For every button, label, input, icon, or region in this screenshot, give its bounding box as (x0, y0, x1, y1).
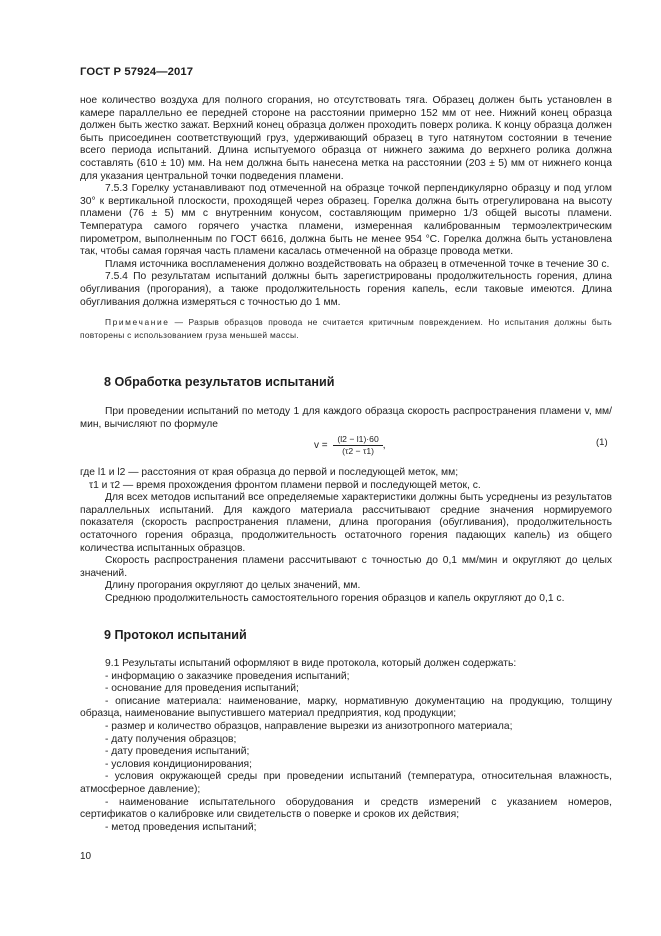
formula-denominator: (τ2 − τ1) (342, 446, 374, 456)
protocol-item: - основание для проведения испытаний; (105, 683, 299, 695)
formula-tail: , (382, 440, 386, 452)
protocol-item: - условия окружающей среды при проведении испытаний (температура, относительная влажность, атмосферное давление); (80, 771, 612, 795)
protocol-item: - информацию о заказчике проведения испытаний; (105, 670, 350, 682)
formula-lhs: v = (314, 440, 328, 452)
formula-number: (1) (596, 437, 608, 448)
section-9-body (80, 658, 612, 834)
clause-9-1: 9.1 Результаты испытаний оформляют в виде протокола, который должен содержать: (105, 658, 517, 669)
note (80, 316, 612, 341)
formula-1 (314, 434, 386, 457)
averaging-paragraph: Для всех методов испытаний все определяемые характеристики должны быть усреднены из результатов параллельных испытаний. Для каждого материала рассчитывают средние значения нормируемого показателя (скорость распространения пламени, длина прогорания (обугливания), продолжительность остаточного горения образца, продолжительность остаточного горения падающих капель) из общего количества испытанных образцов. (80, 492, 612, 554)
note-label: Примечание (105, 317, 170, 328)
page-number: 10 (80, 851, 92, 862)
continuation-block (80, 95, 612, 341)
protocol-item: - дату получения образцов; (105, 733, 237, 745)
clause-7-5-3: 7.5.3 Горелку устанавливают под отмеченной на образце точкой перпендикулярно образцу и под углом 30° к вертикальной плоскости, проходящей через образец. Горелка должна быть отрегулирована на высоту пламени (76 ± 5) мм с внутренним конусом, составляющим примерно 1/3 общей высоты пламени. Температура самого горячего участка пламени, измеренная калиброванным термоэлектрическим пирометром, выполненным по ГОСТ 6616, должна быть не менее 954 °С. Горелка должна быть установлена так, чтобы самая горячая часть пламени касалась отмеченной на образце провода метки. (80, 183, 612, 258)
intro-paragraph: ное количество воздуха для полного сгорания, но отсутствовать тяга. Образец должен быть установлен в камере параллельно ее передней стороне на расстоянии примерно 152 мм от нее. Нижний конец образца должен быть жестко зажат. Верхний конец образца должен проходить поверх ролика. К концу образца должен быть присоединен соответствующий груз, удерживающий образец в туго натянутом состоянии в течение всего периода испытаний. Длина испытуемого образца от нижнего зажима до верхнего ролика должна составлять (610 ± 10) мм. На нем должна быть нанесена метка на расстоянии (203 ± 5) мм от нижнего конца для указания центральной точки подведения пламени. (80, 95, 612, 182)
protocol-item: - метод проведения испытаний; (105, 821, 257, 833)
section-8-intro-block (80, 406, 612, 431)
where-l: где l1 и l2 — расстояния от края образца до первой и последующей меток, мм; (80, 467, 459, 478)
section-8-title: 8 Обработка результатов испытаний (104, 375, 335, 389)
protocol-item: - размер и количество образцов, направление вырезки из анизотропного материала; (105, 720, 513, 732)
duration-rounding: Среднюю продолжительность самостоятельного горения образцов и капель округляют до 0,1 с. (105, 592, 565, 604)
clause-7-5-4: 7.5.4 По результатам испытаний должны быть зарегистрированы продолжительность горения, длина обугливания (прогорания), а также продолжительность горения капель, если таковые имеются. Длина обугливания должна измеряться с точностью до 1 мм. (80, 271, 612, 308)
section-8-body (80, 467, 612, 606)
protocol-item: - описание материала: наименование, марку, нормативную документацию на продукцию, толщину образца, наименование выпустившего материал предприятия, код продукции; (80, 695, 612, 720)
note-text: — Разрыв образцов провода не считается критичным повреждением. Но испытания должны быть повторены с использованием груза меньшей массы. (80, 317, 612, 340)
document-header: ГОСТ Р 57924—2017 (80, 66, 194, 78)
section-9-title: 9 Протокол испытаний (104, 628, 247, 642)
where-tau: τ1 и τ2 — время прохождения фронтом пламени первой и последующей меток, с. (89, 479, 481, 491)
protocol-item: - наименование испытательного оборудования и средств измерений с указанием номеров, сертификатов о калибровке или свидетельств о поверке и сроков их действия; (80, 796, 612, 821)
flame-paragraph: Пламя источника воспламенения должно воздействовать на образец в отмеченной точке в течение 30 с. (105, 258, 610, 270)
formula-numerator: (l2 − l1)·60 (333, 434, 382, 446)
protocol-item: - дату проведения испытаний; (105, 746, 250, 758)
length-rounding: Длину прогорания округляют до целых значений, мм. (105, 580, 361, 592)
protocol-item: - условия кондиционирования; (105, 758, 252, 770)
section-8-intro: При проведении испытаний по методу 1 для каждого образца скорость распространения пламени v, мм/мин, вычисляют по формуле (80, 406, 612, 430)
speed-rounding: Скорость распространения пламени рассчитывают с точностью до 0,1 мм/мин и округляют до целых значений. (80, 555, 612, 579)
formula-fraction (333, 434, 382, 457)
